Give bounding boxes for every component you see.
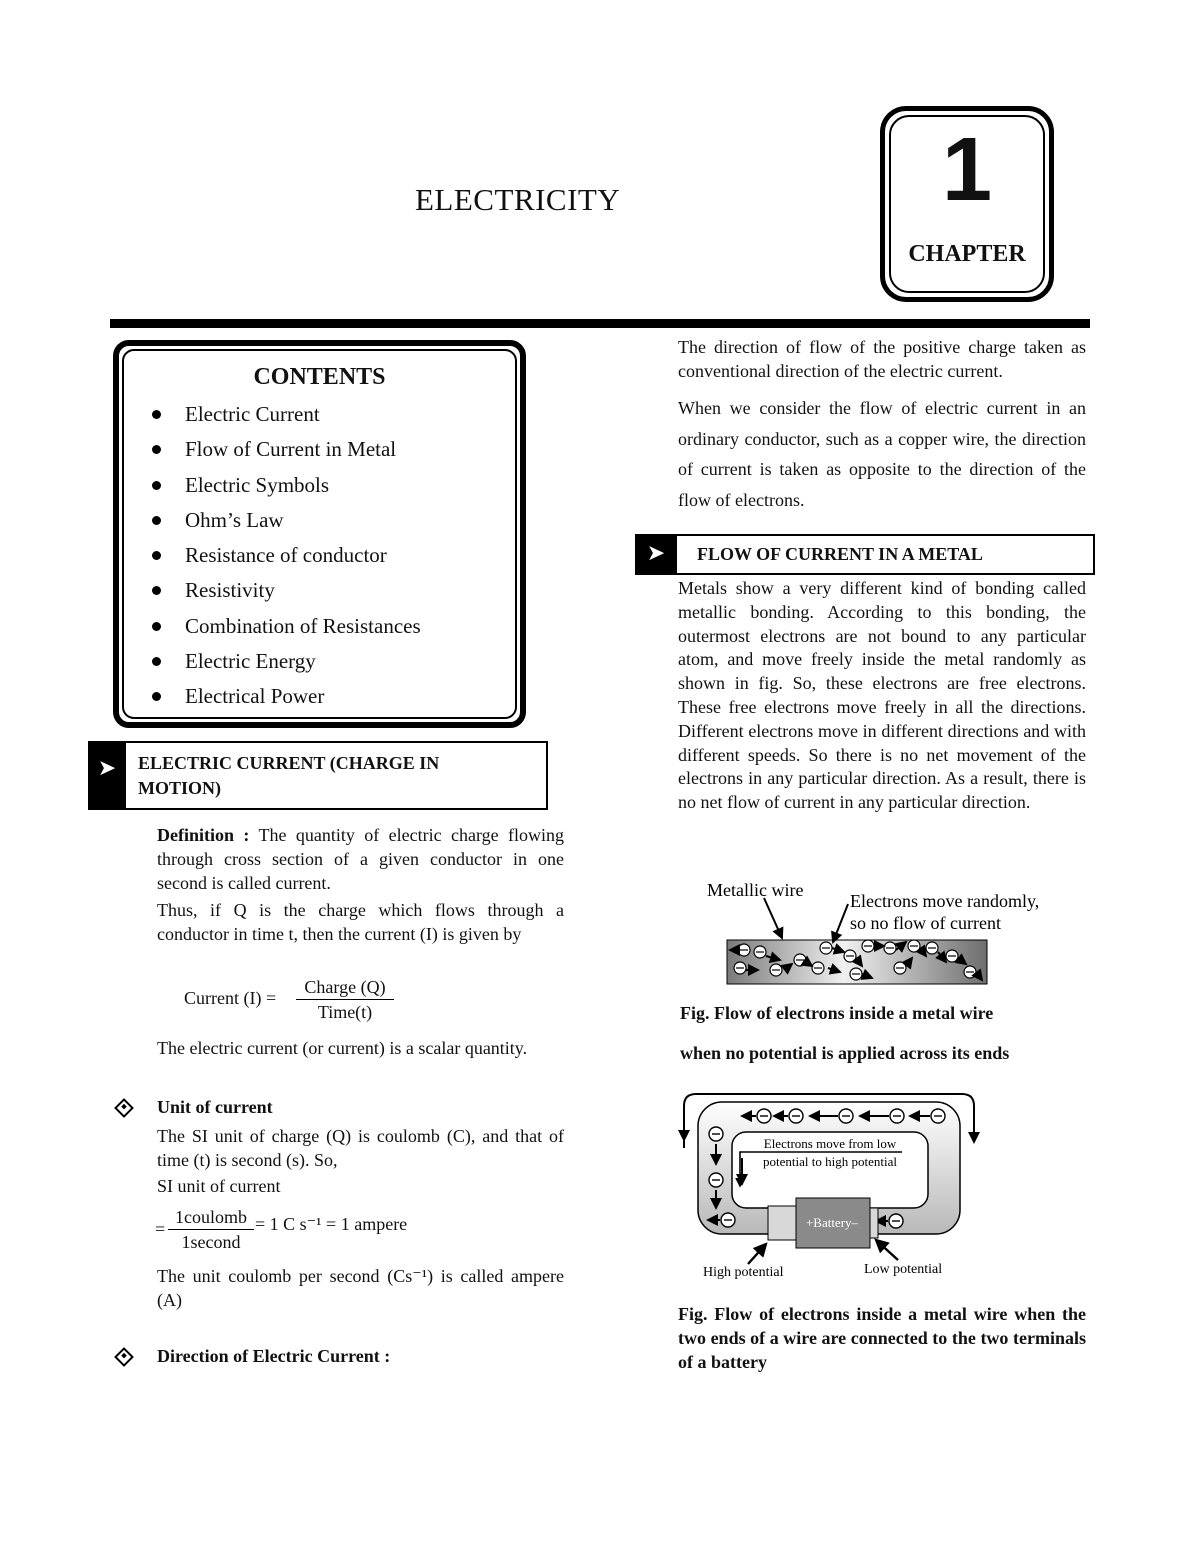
fig2-label-move: potential to high potential [763,1154,897,1169]
contents-item: Resistivity [147,578,421,613]
si-unit-line: SI unit of current [157,1176,281,1196]
chapter-label: CHAPTER [908,241,1026,267]
scalar-paragraph: The electric current (or current) is a scalar quantity. [157,1038,528,1058]
fig1-caption: when no potential is applied across its ends [680,1043,1010,1063]
chapter-number: 1 [941,120,993,220]
unit-equation-rhs: = 1 C s⁻¹ = 1 ampere [255,1214,408,1234]
contents-title: CONTENTS [253,364,386,390]
direction-heading: Direction of Electric Current : [157,1346,391,1366]
contents-list [147,402,421,720]
contents-item: Electrical Power [147,684,421,719]
contents-item: Combination of Resistances [147,614,421,649]
section-title-line: MOTION) [138,778,221,798]
direction-paragraph: The direction of flow of the positive charge taken as conventional direction of the electric current. [678,337,1086,381]
figure-battery-circuit [676,1088,986,1284]
battery-label: +Battery– [805,1215,859,1230]
diamond-bullet-icon [114,1098,134,1118]
conductor-paragraph: When we consider the flow of electric current in an ordinary conductor, such as a copper wire, the direction of current is taken as opposite to the direction of the flow of electrons. [678,398,1086,510]
fraction-denominator: Time(t) [317,1002,373,1022]
fig1-label-wire: Metallic wire [707,880,804,900]
contents-item: Electric Current [147,402,421,437]
fig1-caption: Fig. Flow of electrons inside a metal wire [680,1003,994,1023]
contents-item: Electric Energy [147,649,421,684]
contents-item: Electric Symbols [147,473,421,508]
ampere-paragraph: The unit coulomb per second (Cs⁻¹) is called ampere (A) [157,1266,564,1310]
section-title: FLOW OF CURRENT IN A METAL [675,534,1095,575]
page-title: ELECTRICITY [415,182,621,217]
unit-paragraph: The SI unit of charge (Q) is coulomb (C), and that of time (t) is second (s). So, [157,1126,564,1170]
unit-fraction [168,1207,254,1253]
fig2-caption: Fig. Flow of electrons inside a metal wire when the two ends of a wire are connected to the two terminals of a battery [678,1304,1086,1372]
fig2-label-high: High potential [703,1265,784,1280]
thus-paragraph: Thus, if Q is the charge which flows through a conductor in time t, then the current (I) is given by [157,900,564,944]
chevron-right-icon: ➤ [88,741,126,810]
definition-label: Definition : [157,825,250,845]
fig1-label-random: Electrons move randomly, [850,891,1040,911]
diamond-bullet-icon [114,1347,134,1367]
fraction-numerator: 1coulomb [168,1207,254,1230]
chevron-right-icon: ➤ [635,534,677,575]
unit-heading: Unit of current [157,1097,273,1117]
contents-item: Resistance of conductor [147,543,421,578]
section-header-electric-current [88,741,548,810]
fig1-label-random: so no flow of current [850,913,1001,933]
chapter-badge [880,106,1054,302]
contents-item: Flow of Current in Metal [147,437,421,472]
section-title-line: ELECTRIC CURRENT (CHARGE IN [138,753,440,773]
equals-sign: = [155,1219,166,1239]
definition-paragraph [157,823,564,895]
current-fraction [296,977,394,1023]
fraction-denominator: 1second [181,1232,241,1252]
fig2-label-low: Low potential [864,1262,943,1277]
formula-lhs: Current (I) = [184,988,277,1008]
metal-paragraph: Metals show a very different kind of bonding called metallic bonding. According to this bonding, the outermost electrons are not bound to any particular atom, and move freely inside the metal randomly as shown in fig. So, these electrons are free electrons. These free electrons move freely in all the directions. Different electrons move in different directions and with different speeds. So there is no net movement of the electrons in any particular direction. As a result, there is no net flow of current in any particular direction. [678,578,1086,813]
fraction-numerator: Charge (Q) [296,977,394,1000]
contents-box [113,340,526,728]
contents-item: Ohm’s Law [147,508,421,543]
figure-metal-wire-random [700,876,1080,991]
definition-text: The quantity of electric charge flowing through cross section of a given conductor in one second is called current. [157,825,564,893]
header-divider [110,319,1090,328]
fig2-label-move: Electrons move from low [763,1136,897,1151]
section-header-flow-of-current [635,534,1095,575]
